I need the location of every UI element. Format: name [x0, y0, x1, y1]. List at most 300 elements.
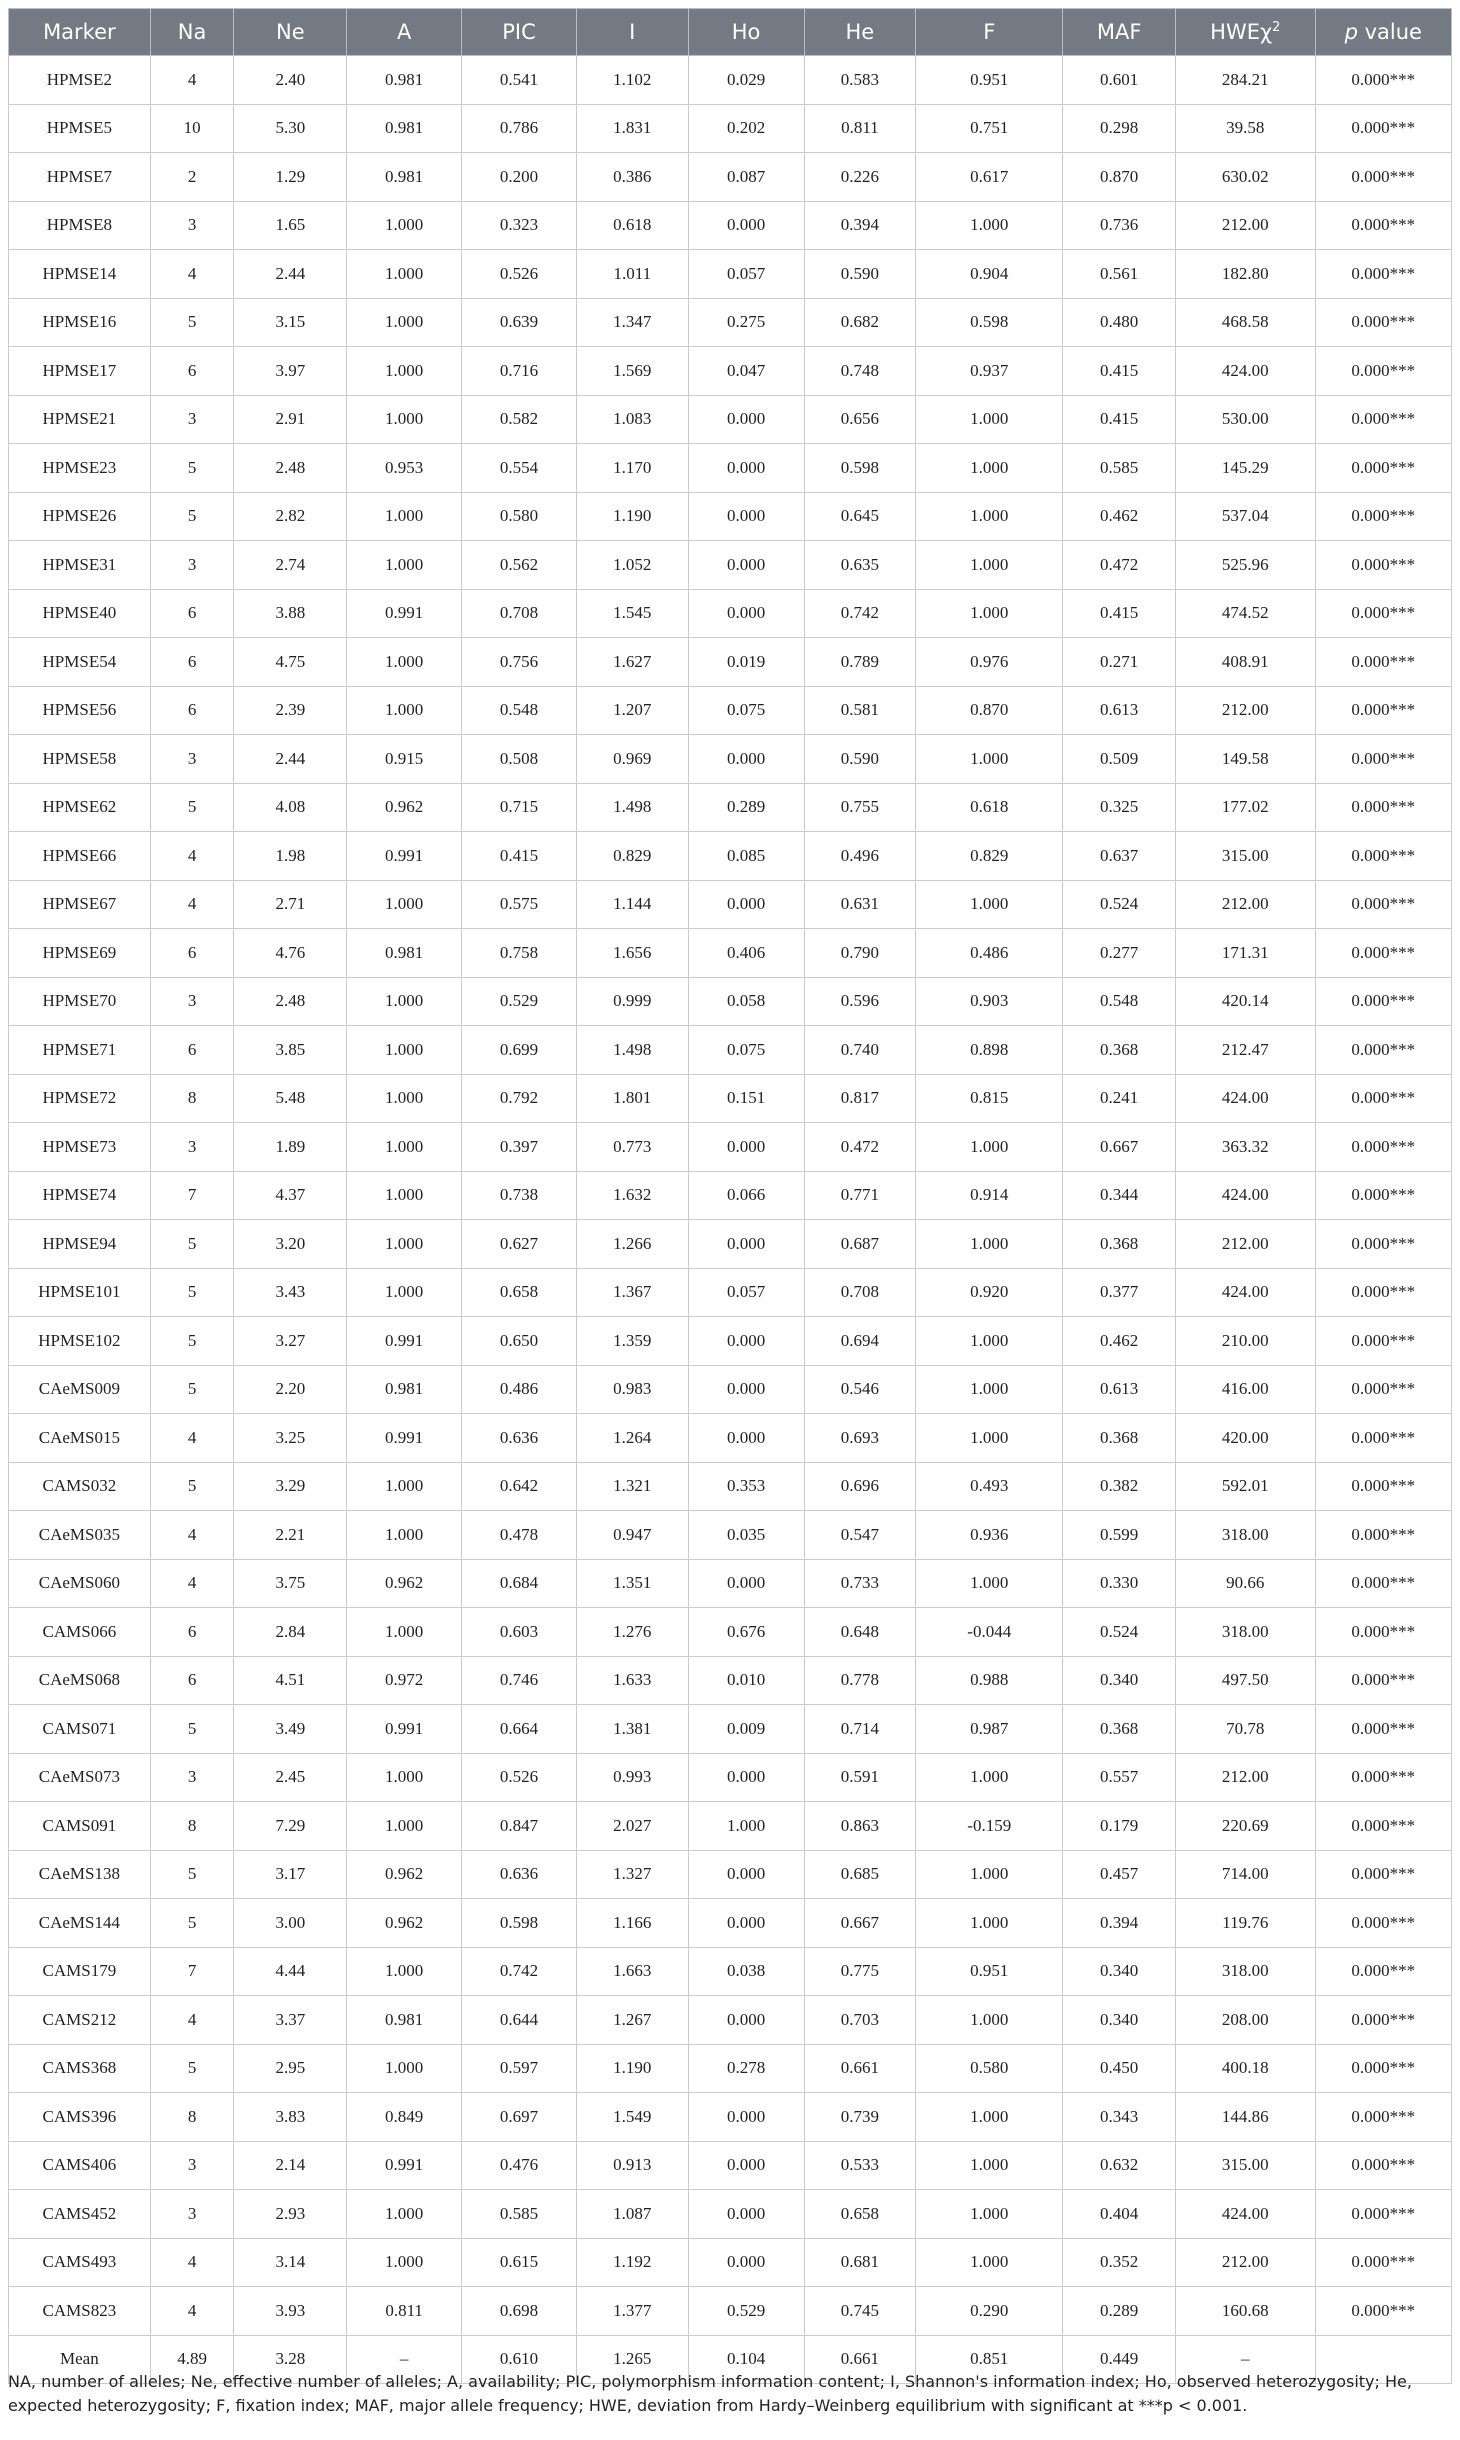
cell-na: 4 [150, 1996, 234, 2045]
cell-maf: 0.601 [1063, 56, 1176, 105]
cell-na: 4 [150, 2238, 234, 2287]
cell-he: 0.648 [804, 1608, 916, 1657]
cell-i: 1.498 [576, 1026, 688, 1075]
cell-ne: 2.44 [234, 250, 347, 299]
table-row [9, 977, 1452, 1026]
cell-pic: 0.615 [462, 2238, 577, 2287]
cell-hwe: 208.00 [1176, 1996, 1316, 2045]
cell-f: 0.870 [916, 686, 1063, 735]
cell-pic: 0.526 [462, 250, 577, 299]
cell-ho: 1.000 [688, 1802, 804, 1851]
cell-a: 0.981 [347, 1996, 462, 2045]
cell-a: 1.000 [347, 298, 462, 347]
cell-he: 0.631 [804, 880, 916, 929]
cell-p-value: 0.000*** [1315, 1365, 1451, 1414]
cell-he: 0.694 [804, 1317, 916, 1366]
cell-na: 3 [150, 2141, 234, 2190]
cell-f: 0.598 [916, 298, 1063, 347]
cell-he: 0.817 [804, 1074, 916, 1123]
cell-p-value: 0.000*** [1315, 1850, 1451, 1899]
cell-hwe: 474.52 [1176, 589, 1316, 638]
cell-ne: 2.40 [234, 56, 347, 105]
column-header-na [150, 9, 234, 56]
cell-ne: 3.20 [234, 1220, 347, 1269]
cell-i: 0.969 [576, 735, 688, 784]
cell-ne: 2.84 [234, 1608, 347, 1657]
cell-maf: 0.340 [1063, 1947, 1176, 1996]
cell-a: 0.811 [347, 2287, 462, 2336]
cell-pic: 0.786 [462, 104, 577, 153]
cell-maf: 0.457 [1063, 1850, 1176, 1899]
cell-na: 3 [150, 977, 234, 1026]
cell-ho: 0.000 [688, 444, 804, 493]
cell-ho: 0.000 [688, 1365, 804, 1414]
cell-f: 0.580 [916, 2044, 1063, 2093]
cell-maf: 0.298 [1063, 104, 1176, 153]
cell-na: 5 [150, 1220, 234, 1269]
cell-ho: 0.057 [688, 250, 804, 299]
cell-he: 0.755 [804, 783, 916, 832]
cell-pic: 0.697 [462, 2093, 577, 2142]
cell-a: 0.991 [347, 2141, 462, 2190]
cell-he: 0.661 [804, 2044, 916, 2093]
cell-hwe: 630.02 [1176, 153, 1316, 202]
cell-i: 1.627 [576, 638, 688, 687]
cell-na: 4 [150, 2287, 234, 2336]
cell-maf: 0.415 [1063, 347, 1176, 396]
cell-ho: 0.066 [688, 1171, 804, 1220]
cell-i: 1.347 [576, 298, 688, 347]
cell-p-value: 0.000*** [1315, 1414, 1451, 1463]
cell-ne: 3.37 [234, 1996, 347, 2045]
cell-ho: 0.278 [688, 2044, 804, 2093]
cell-maf: 0.377 [1063, 1268, 1176, 1317]
cell-hwe: 420.14 [1176, 977, 1316, 1026]
cell-hwe: 149.58 [1176, 735, 1316, 784]
cell-hwe: 144.86 [1176, 2093, 1316, 2142]
cell-ne: 4.75 [234, 638, 347, 687]
cell-p-value: 0.000*** [1315, 1074, 1451, 1123]
table-row [9, 347, 1452, 396]
cell-maf: 0.368 [1063, 1414, 1176, 1463]
column-header-maf [1063, 9, 1176, 56]
cell-ne: 2.91 [234, 395, 347, 444]
cell-ne: 1.98 [234, 832, 347, 881]
cell-ho: 0.000 [688, 1850, 804, 1899]
cell-marker: CAeMS015 [9, 1414, 151, 1463]
cell-marker: HPMSE71 [9, 1026, 151, 1075]
cell-he: 0.693 [804, 1414, 916, 1463]
cell-p-value: 0.000*** [1315, 444, 1451, 493]
cell-pic: 0.756 [462, 638, 577, 687]
cell-a: 1.000 [347, 1074, 462, 1123]
cell-hwe: 408.91 [1176, 638, 1316, 687]
cell-pic: 0.664 [462, 1705, 577, 1754]
cell-p-value: 0.000*** [1315, 104, 1451, 153]
cell-ne: 2.39 [234, 686, 347, 735]
cell-a: 0.981 [347, 56, 462, 105]
cell-marker: HPMSE7 [9, 153, 151, 202]
cell-i: 0.773 [576, 1123, 688, 1172]
cell-maf: 0.637 [1063, 832, 1176, 881]
cell-ho: 0.075 [688, 686, 804, 735]
cell-i: 1.264 [576, 1414, 688, 1463]
cell-ho: 0.000 [688, 735, 804, 784]
cell-na: 6 [150, 1608, 234, 1657]
cell-p-value: 0.000*** [1315, 735, 1451, 784]
cell-i: 1.266 [576, 1220, 688, 1269]
cell-maf: 0.340 [1063, 1996, 1176, 2045]
cell-na: 3 [150, 201, 234, 250]
cell-he: 0.771 [804, 1171, 916, 1220]
cell-maf: 0.325 [1063, 783, 1176, 832]
cell-ne: 3.25 [234, 1414, 347, 1463]
cell-ne: 4.51 [234, 1656, 347, 1705]
cell-pic: 0.658 [462, 1268, 577, 1317]
column-header-a [347, 9, 462, 56]
cell-a: 1.000 [347, 1608, 462, 1657]
cell-a: 0.962 [347, 1559, 462, 1608]
cell-f: 1.000 [916, 1899, 1063, 1948]
table-row [9, 1996, 1452, 2045]
cell-ne: 3.14 [234, 2238, 347, 2287]
table-row [9, 1559, 1452, 1608]
cell-he: 0.547 [804, 1511, 916, 1560]
cell-na: 3 [150, 1123, 234, 1172]
cell-na: 5 [150, 1365, 234, 1414]
cell-maf: 0.870 [1063, 153, 1176, 202]
cell-p-value: 0.000*** [1315, 1026, 1451, 1075]
cell-marker: HPMSE23 [9, 444, 151, 493]
cell-he: 0.581 [804, 686, 916, 735]
cell-a: 1.000 [347, 977, 462, 1026]
cell-i: 1.087 [576, 2190, 688, 2239]
cell-i: 2.027 [576, 1802, 688, 1851]
cell-p-value: 0.000*** [1315, 2190, 1451, 2239]
table-row [9, 298, 1452, 347]
cell-na: 3 [150, 2190, 234, 2239]
cell-marker: HPMSE66 [9, 832, 151, 881]
table-row [9, 1123, 1452, 1172]
cell-na: 7 [150, 1947, 234, 1996]
cell-i: 1.377 [576, 2287, 688, 2336]
cell-he: 0.714 [804, 1705, 916, 1754]
cell-p-value: 0.000*** [1315, 1947, 1451, 1996]
cell-marker: HPMSE69 [9, 929, 151, 978]
cell-marker: HPMSE67 [9, 880, 151, 929]
cell-hwe: 177.02 [1176, 783, 1316, 832]
cell-pic: 0.476 [462, 2141, 577, 2190]
cell-f: 0.987 [916, 1705, 1063, 1754]
cell-ne: 3.88 [234, 589, 347, 638]
cell-i: 1.633 [576, 1656, 688, 1705]
cell-hwe: 468.58 [1176, 298, 1316, 347]
cell-na: 5 [150, 1462, 234, 1511]
cell-a: 1.000 [347, 201, 462, 250]
cell-marker: CAeMS138 [9, 1850, 151, 1899]
table-row [9, 395, 1452, 444]
cell-ho: 0.058 [688, 977, 804, 1026]
cell-pic: 0.529 [462, 977, 577, 1026]
cell-na: 4.89 [150, 2335, 234, 2384]
table-row [9, 735, 1452, 784]
cell-i: 1.545 [576, 589, 688, 638]
cell-i: 1.170 [576, 444, 688, 493]
cell-marker: CAeMS060 [9, 1559, 151, 1608]
cell-pic: 0.699 [462, 1026, 577, 1075]
cell-maf: 0.343 [1063, 2093, 1176, 2142]
cell-ne: 3.15 [234, 298, 347, 347]
cell-p-value: 0.000*** [1315, 1996, 1451, 2045]
cell-pic: 0.684 [462, 1559, 577, 1608]
cell-pic: 0.575 [462, 880, 577, 929]
cell-a: 0.991 [347, 832, 462, 881]
cell-marker: CAeMS009 [9, 1365, 151, 1414]
cell-a: 0.849 [347, 2093, 462, 2142]
cell-i: 0.913 [576, 2141, 688, 2190]
cell-ho: 0.000 [688, 1317, 804, 1366]
cell-ho: 0.010 [688, 1656, 804, 1705]
cell-he: 0.394 [804, 201, 916, 250]
cell-hwe: 212.00 [1176, 201, 1316, 250]
cell-pic: 0.708 [462, 589, 577, 638]
cell-pic: 0.478 [462, 1511, 577, 1560]
cell-marker: HPMSE56 [9, 686, 151, 735]
cell-he: 0.533 [804, 2141, 916, 2190]
cell-ho: 0.275 [688, 298, 804, 347]
cell-p-value: 0.000*** [1315, 929, 1451, 978]
cell-ho: 0.202 [688, 104, 804, 153]
table-row [9, 783, 1452, 832]
cell-ho: 0.000 [688, 541, 804, 590]
cell-ho: 0.000 [688, 1220, 804, 1269]
cell-p-value: 0.000*** [1315, 977, 1451, 1026]
table-row [9, 1414, 1452, 1463]
cell-marker: HPMSE58 [9, 735, 151, 784]
cell-he: 0.681 [804, 2238, 916, 2287]
cell-a: 1.000 [347, 2238, 462, 2287]
cell-p-value: 0.000*** [1315, 1511, 1451, 1560]
table-footnote: NA, number of alleles; Ne, effective number of alleles; A, availability; PIC, polymorphism information content; I, Shannon's information index; Ho, observed heterozygosity; He, expected heterozygosity; F, fixation index; MAF, major allele frequency; HWE, deviation from Hardy–Weinberg equilibrium with significant at ***p < 0.001. [8, 2372, 1412, 2415]
cell-a: 0.962 [347, 783, 462, 832]
cell-hwe: 424.00 [1176, 347, 1316, 396]
cell-na: 4 [150, 880, 234, 929]
table-row [9, 1656, 1452, 1705]
cell-maf: 0.415 [1063, 589, 1176, 638]
cell-i: 1.265 [576, 2335, 688, 2384]
cell-marker: CAMS066 [9, 1608, 151, 1657]
cell-na: 6 [150, 638, 234, 687]
cell-marker: HPMSE102 [9, 1317, 151, 1366]
cell-f: 1.000 [916, 395, 1063, 444]
cell-f: 1.000 [916, 2190, 1063, 2239]
cell-f: 0.903 [916, 977, 1063, 1026]
cell-hwe: 212.00 [1176, 1220, 1316, 1269]
cell-p-value: 0.000*** [1315, 2093, 1451, 2142]
table-row [9, 104, 1452, 153]
cell-a: 1.000 [347, 1511, 462, 1560]
cell-pic: 0.580 [462, 492, 577, 541]
cell-p-value: 0.000*** [1315, 1268, 1451, 1317]
table-row [9, 880, 1452, 929]
cell-hwe: 220.69 [1176, 1802, 1316, 1851]
cell-i: 1.381 [576, 1705, 688, 1754]
cell-hwe: 182.80 [1176, 250, 1316, 299]
cell-marker: CAeMS144 [9, 1899, 151, 1948]
cell-pic: 0.603 [462, 1608, 577, 1657]
cell-marker: HPMSE21 [9, 395, 151, 444]
cell-maf: 0.585 [1063, 444, 1176, 493]
cell-pic: 0.554 [462, 444, 577, 493]
cell-f: 1.000 [916, 735, 1063, 784]
header-superscript: 2 [1272, 20, 1281, 35]
cell-hwe: 416.00 [1176, 1365, 1316, 1414]
table-row [9, 832, 1452, 881]
cell-p-value: 0.000*** [1315, 589, 1451, 638]
cell-na: 2 [150, 153, 234, 202]
cell-ho: 0.000 [688, 201, 804, 250]
cell-i: 1.083 [576, 395, 688, 444]
cell-ne: 2.93 [234, 2190, 347, 2239]
header-label: A [396, 20, 412, 44]
cell-a: 1.000 [347, 638, 462, 687]
cell-f: 0.486 [916, 929, 1063, 978]
cell-a: 0.981 [347, 153, 462, 202]
cell-pic: 0.792 [462, 1074, 577, 1123]
cell-f: 0.851 [916, 2335, 1063, 2384]
header-label: Ho [731, 20, 761, 44]
cell-ne: 3.83 [234, 2093, 347, 2142]
table-row [9, 686, 1452, 735]
cell-hwe: 315.00 [1176, 2141, 1316, 2190]
cell-i: 1.549 [576, 2093, 688, 2142]
cell-pic: 0.585 [462, 2190, 577, 2239]
cell-i: 1.102 [576, 56, 688, 105]
cell-marker: CAMS091 [9, 1802, 151, 1851]
cell-pic: 0.397 [462, 1123, 577, 1172]
cell-i: 1.166 [576, 1899, 688, 1948]
cell-maf: 0.382 [1063, 1462, 1176, 1511]
table-row [9, 2287, 1452, 2336]
header-label: F [983, 20, 996, 44]
cell-na: 5 [150, 1705, 234, 1754]
cell-pic: 0.541 [462, 56, 577, 105]
table-row [9, 1753, 1452, 1802]
cell-hwe: 90.66 [1176, 1559, 1316, 1608]
cell-he: 0.789 [804, 638, 916, 687]
cell-maf: 0.368 [1063, 1220, 1176, 1269]
cell-a: 1.000 [347, 880, 462, 929]
cell-na: 4 [150, 1511, 234, 1560]
cell-hwe: – [1176, 2335, 1316, 2384]
cell-pic: 0.742 [462, 1947, 577, 1996]
cell-marker: CAMS368 [9, 2044, 151, 2093]
cell-f: 0.290 [916, 2287, 1063, 2336]
cell-ho: 0.000 [688, 2238, 804, 2287]
cell-f: 0.898 [916, 1026, 1063, 1075]
cell-na: 5 [150, 1899, 234, 1948]
column-header-ne [234, 9, 347, 56]
cell-maf: 0.561 [1063, 250, 1176, 299]
cell-i: 1.052 [576, 541, 688, 590]
cell-na: 8 [150, 1802, 234, 1851]
table-row [9, 929, 1452, 978]
cell-ho: 0.000 [688, 1123, 804, 1172]
cell-ho: 0.029 [688, 56, 804, 105]
cell-pic: 0.758 [462, 929, 577, 978]
cell-hwe: 424.00 [1176, 2190, 1316, 2239]
cell-ne: 4.37 [234, 1171, 347, 1220]
cell-maf: 0.524 [1063, 1608, 1176, 1657]
cell-ne: 3.85 [234, 1026, 347, 1075]
cell-pic: 0.738 [462, 1171, 577, 1220]
cell-hwe: 210.00 [1176, 1317, 1316, 1366]
cell-na: 8 [150, 2093, 234, 2142]
cell-i: 1.011 [576, 250, 688, 299]
cell-ne: 2.21 [234, 1511, 347, 1560]
cell-hwe: 212.00 [1176, 686, 1316, 735]
cell-f: 1.000 [916, 880, 1063, 929]
cell-i: 1.359 [576, 1317, 688, 1366]
cell-marker: CAeMS035 [9, 1511, 151, 1560]
cell-f: 1.000 [916, 1123, 1063, 1172]
table-row [9, 2141, 1452, 2190]
cell-ho: 0.000 [688, 880, 804, 929]
cell-hwe: 420.00 [1176, 1414, 1316, 1463]
cell-a: 0.991 [347, 589, 462, 638]
cell-i: 0.983 [576, 1365, 688, 1414]
cell-ho: 0.087 [688, 153, 804, 202]
cell-he: 0.226 [804, 153, 916, 202]
cell-a: 0.915 [347, 735, 462, 784]
cell-ho: 0.038 [688, 1947, 804, 1996]
cell-p-value: 0.000*** [1315, 1899, 1451, 1948]
cell-f: 0.617 [916, 153, 1063, 202]
cell-pic: 0.562 [462, 541, 577, 590]
cell-pic: 0.698 [462, 2287, 577, 2336]
cell-he: 0.645 [804, 492, 916, 541]
cell-hwe: 424.00 [1176, 1268, 1316, 1317]
table-row [9, 201, 1452, 250]
cell-p-value: 0.000*** [1315, 395, 1451, 444]
cell-maf: 0.340 [1063, 1656, 1176, 1705]
cell-hwe: 424.00 [1176, 1171, 1316, 1220]
cell-ho: 0.676 [688, 1608, 804, 1657]
table-row [9, 1317, 1452, 1366]
table-row [9, 1220, 1452, 1269]
cell-pic: 0.598 [462, 1899, 577, 1948]
cell-i: 1.190 [576, 492, 688, 541]
cell-na: 4 [150, 1414, 234, 1463]
cell-marker: CAMS823 [9, 2287, 151, 2336]
cell-a: 1.000 [347, 1462, 462, 1511]
cell-he: 0.667 [804, 1899, 916, 1948]
cell-marker: HPMSE17 [9, 347, 151, 396]
cell-f: 1.000 [916, 201, 1063, 250]
cell-he: 0.708 [804, 1268, 916, 1317]
cell-maf: 0.394 [1063, 1899, 1176, 1948]
cell-a: 1.000 [347, 2044, 462, 2093]
table-row [9, 1074, 1452, 1123]
cell-a: – [347, 2335, 462, 2384]
cell-f: 0.936 [916, 1511, 1063, 1560]
cell-na: 6 [150, 929, 234, 978]
cell-f: 1.000 [916, 2093, 1063, 2142]
cell-marker: HPMSE70 [9, 977, 151, 1026]
cell-a: 0.991 [347, 1705, 462, 1754]
cell-f: 1.000 [916, 1365, 1063, 1414]
cell-i: 1.190 [576, 2044, 688, 2093]
